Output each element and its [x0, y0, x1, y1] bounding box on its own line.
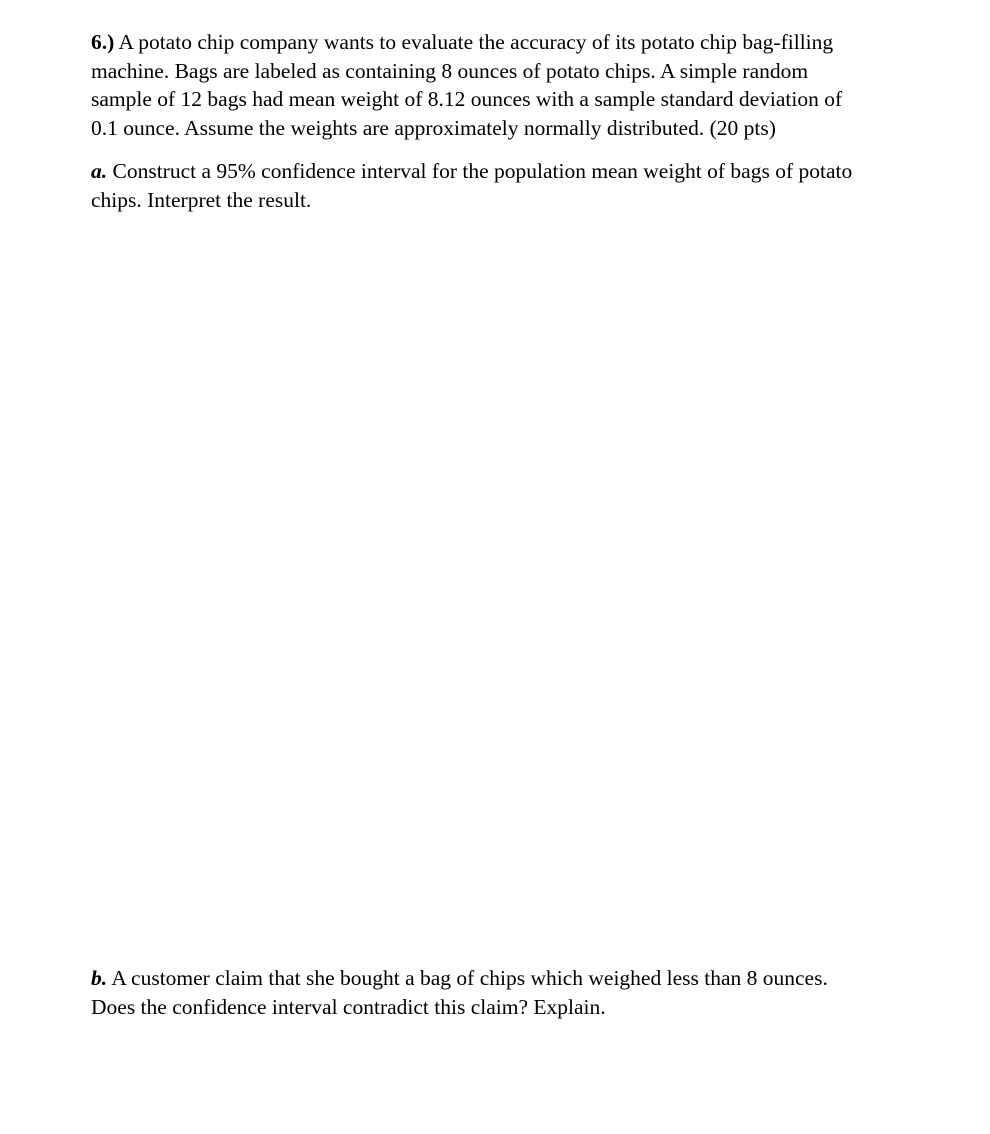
question-text-line: 0.1 ounce. Assume the weights are approximately normally distributed. (20 pts) [91, 116, 776, 141]
question-text-line: A potato chip company wants to evaluate the accuracy of its potato chip bag-filling [114, 30, 834, 54]
question-line-1 [91, 28, 931, 57]
part-b-line-1 [91, 964, 931, 993]
answer-space-part-a[interactable] [91, 225, 931, 955]
part-a [91, 157, 931, 214]
part-b-label: b. [91, 966, 108, 990]
question-text-line: sample of 12 bags had mean weight of 8.12 ounces with a sample standard deviation of [91, 87, 843, 112]
part-a-line-1 [91, 157, 931, 186]
question-number: 6.) [91, 30, 115, 54]
part-a-text-line: Construct a 95% confidence interval for the population mean weight of bags of potato [107, 159, 853, 183]
part-b [91, 964, 931, 1021]
part-a-label: a. [91, 159, 108, 183]
part-b-text-line: Does the confidence interval contradict this claim? Explain. [91, 994, 606, 1019]
answer-space-part-b[interactable] [91, 1030, 931, 1120]
part-a-text-line: chips. Interpret the result. [91, 187, 312, 212]
question-6 [91, 28, 931, 143]
part-b-text-line: A customer claim that she bought a bag of chips which weighed less than 8 ounces. [107, 966, 828, 990]
question-text-line: machine. Bags are labeled as containing 8 ounces of potato chips. A simple random [91, 58, 809, 83]
